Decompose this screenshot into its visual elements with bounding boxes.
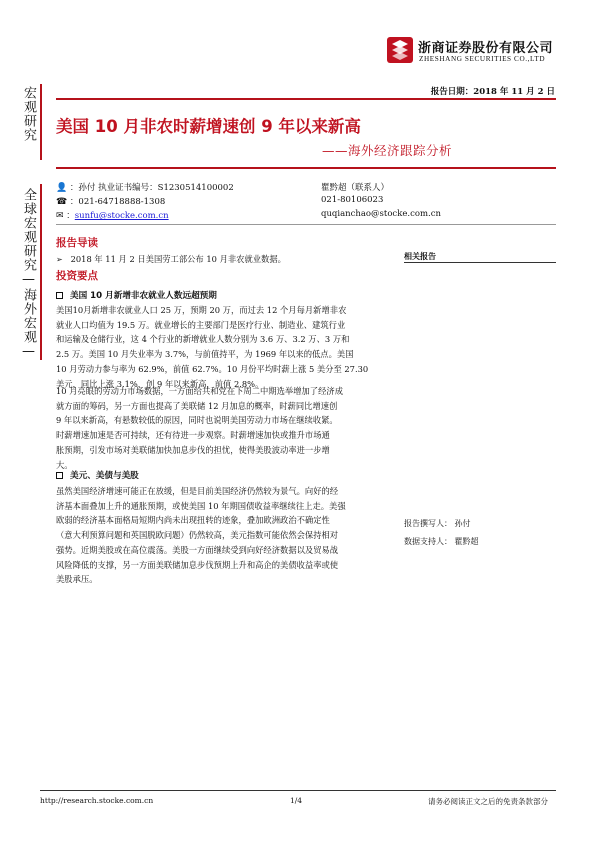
para1-line: 2.5 万。美国 10 月失业率为 3.7%，与前值持平，为 1969 年以来的低点。美国 — [56, 349, 354, 360]
contact-row-email — [56, 209, 169, 221]
footer-disclaimer: 请务必阅读正文之后的免责条款部分 — [428, 797, 548, 806]
checkbox-square-icon — [56, 472, 63, 479]
phone-1: ：021-64718888-1308 — [69, 197, 166, 207]
paragraph-1 — [56, 303, 392, 391]
para1-line: 就业人口均值为 19.5 万。就业增长的主要部门是医疗行业、制造业、建筑行业 — [56, 319, 346, 330]
report-title: 美国 10 月非农时薪增速创 9 年以来新高 — [56, 117, 361, 136]
para2-line: 时薪增速加速是否可持续，还有待进一步观察。时薪增速加快或推升市场通 — [56, 430, 330, 441]
report-date: 报告日期：2018 年 11 月 2 日 — [430, 87, 555, 97]
sub-heading-1 — [56, 289, 217, 301]
phone-2: 021-80106023 — [321, 195, 384, 205]
related-reports-heading: 相关报告 — [404, 252, 436, 261]
guide-bullet-text: 2018 年 11 月 2 日美国劳工部公布 10 月非农就业数据。 — [70, 254, 286, 264]
para2-line: 9 年以来新高，有悬数较低的原因，同时也说明美国劳动力市场在继续收紧。 — [56, 415, 338, 426]
side-category-label: 宏观研究 — [21, 86, 36, 142]
footer-url[interactable]: http://research.stocke.com.cn — [40, 796, 154, 805]
contact-row-phone — [56, 195, 165, 207]
para3-line: 虽然美国经济增速可能正在放缓，但是目前美国经济仍然较为景气。向好的经 — [56, 486, 339, 496]
report-author: 报告撰写人： 孙付 — [404, 519, 471, 528]
header-rule — [56, 98, 556, 100]
data-support: 数据支持人： 瞿黔超 — [404, 537, 479, 546]
sub-heading-1-text: 美国 10 月新增非农就业人数远超预期 — [70, 291, 217, 301]
contact-rule — [56, 224, 556, 225]
person-icon: 👤 — [56, 183, 68, 193]
company-logo — [386, 34, 558, 68]
para3-line: 风险降低的支撑，另一方面美联储加息步伐预期上升和高企的美债收益率或使 — [56, 559, 339, 570]
para2-line: 大。 — [56, 459, 73, 470]
para3-line: 美股承压。 — [56, 574, 98, 585]
para2-line: 10 月亮眼的劳动力市场数据，一方面给共和党在下周二中期选举增加了经济成 — [56, 386, 343, 396]
para2-line: 胀预期，引发市场对美联储加快加息步伐的担忧，使得美股波动率进一步增 — [56, 444, 330, 455]
footer-rule — [40, 790, 556, 791]
para1-line: 和运输及仓储行业，这 4 个行业的新增就业人数分别为 3.6 万、3.2 万、3 万和 — [56, 334, 350, 345]
side-divider — [40, 84, 42, 160]
sub-heading-2 — [56, 469, 139, 481]
email-prefix: ： — [66, 211, 75, 221]
para1-line: 10 月劳动力参与率为 62.9%，前值 62.7%。10 月份平均时薪上涨 5 美分至 27.30 — [56, 363, 369, 374]
analyst2-info: 瞿黔超（联系人） — [321, 183, 390, 193]
company-name-en: ZHESHANG SECURITIES CO.,LTD — [419, 55, 546, 63]
guide-bullet — [56, 252, 286, 268]
side-topic-label: 全球宏观研究—海外宏观— — [21, 188, 36, 360]
para3-line: （意大利预算问题和英国脱欧问题）仍然较高，美元指数可能依然会保持相对 — [56, 530, 339, 541]
side-topic-divider — [40, 184, 42, 360]
checkbox-square-icon — [56, 292, 63, 299]
para1-line: 美国10月新增非农就业人口 25 万，预期 20 万，而过去 12 个月每月新增非农 — [56, 305, 347, 315]
paragraph-3 — [56, 484, 392, 587]
mail-icon: ✉ — [56, 211, 64, 221]
paragraph-2 — [56, 384, 392, 472]
para3-line: 欧弱的经济基本面格局短期内尚未出现扭转的迹象，叠加欧洲政治不确定性 — [56, 515, 330, 526]
email-2: quqianchao@stocke.com.cn — [321, 209, 441, 219]
para3-line: 强势。近期美股或在高位震荡。美股一方面继续受到向好经济数据以及贸易战 — [56, 544, 339, 555]
arrow-bullet-icon: ➢ — [56, 255, 63, 264]
contact-row-analyst — [56, 181, 234, 193]
report-subtitle: ——海外经济跟踪分析 — [322, 143, 453, 158]
para3-line: 济基本面叠加上升的通胀预期，或使美国 10 年期国债收益率继续往上走。美强 — [56, 500, 346, 511]
company-name-cn: 浙商证券股份有限公司 — [418, 41, 554, 56]
email-link-1[interactable]: sunfu@stocke.com.cn — [74, 211, 169, 221]
points-heading: 投资要点 — [56, 270, 98, 282]
page-number: 1/4 — [290, 796, 303, 805]
related-rule — [404, 262, 556, 263]
title-rule — [56, 167, 556, 169]
para1-line: 美元，同比上涨 3.1%，创 9 年以来新高，前值 2.8%。 — [56, 378, 264, 389]
para2-line: 就方面的筹码，另一方面也提高了美联储 12 月加息的概率，时薪同比增速创 — [56, 400, 338, 411]
guide-heading: 报告导读 — [56, 237, 98, 249]
logo-mark-icon — [386, 36, 414, 64]
sub-heading-2-text: 美元、美债与美股 — [70, 471, 139, 481]
phone-icon: ☎ — [56, 197, 68, 207]
analyst-info: ：孙付 执业证书编号：S1230514100002 — [69, 183, 234, 193]
